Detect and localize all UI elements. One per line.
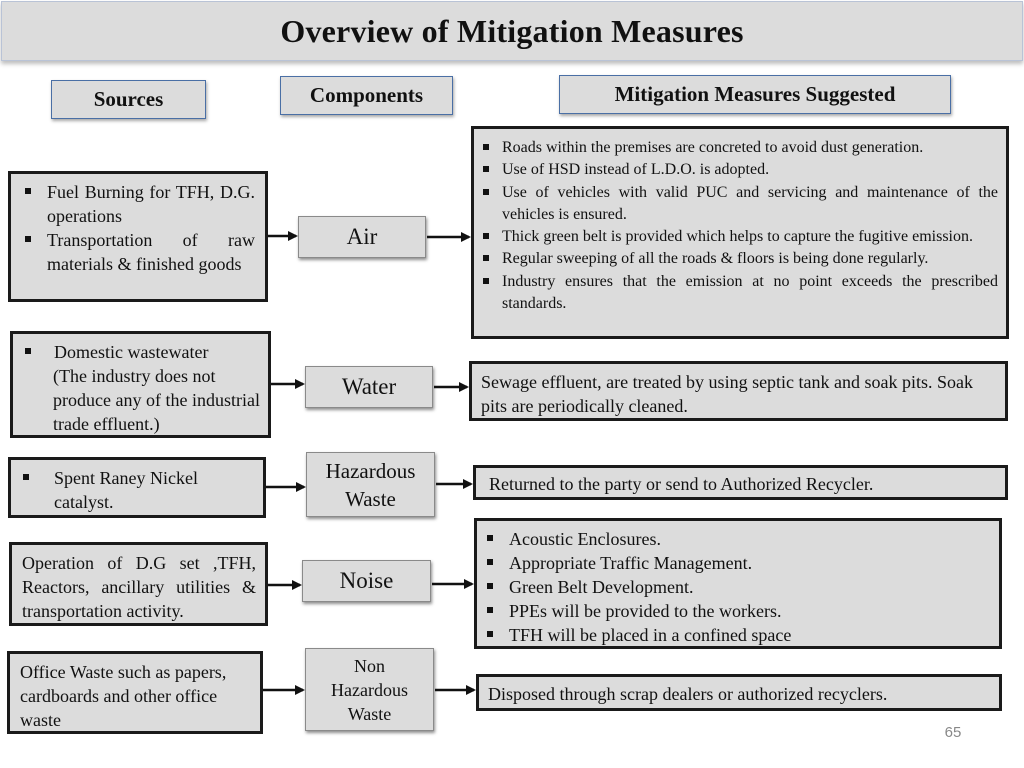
mitigation-item: Use of HSD instead of L.D.O. is adopted. <box>476 159 998 181</box>
header-sources-label: Sources <box>93 87 164 111</box>
component-noise-label: Noise <box>339 568 394 593</box>
mitigation-item: Green Belt Development. <box>481 575 991 599</box>
mitigation-text-hazardous: Returned to the party or send to Authorized Recycler. <box>489 474 874 494</box>
source-text-nonhazardous: Office Waste such as papers, cardboards and other office waste <box>20 662 227 730</box>
component-nonhazardous-line: Waste <box>347 703 392 724</box>
component-air-label: Air <box>346 224 378 249</box>
source-item: Domestic wastewater <box>19 340 260 364</box>
source-item: Fuel Burning for TFH, D.G. operations <box>19 180 255 228</box>
header-mitigation-label: Mitigation Measures Suggested <box>614 82 896 106</box>
mitigation-item: Appropriate Traffic Management. <box>481 551 991 575</box>
mitigation-item: Regular sweeping of all the roads & floors is being done regularly. <box>476 248 998 270</box>
mitigation-item: Use of vehicles with valid PUC and servicing and maintenance of the vehicles is ensured. <box>476 182 998 227</box>
mitigation-text-nonhazardous: Disposed through scrap dealers or authorized recyclers. <box>488 684 888 704</box>
component-hazardous-line: Hazardous <box>325 458 416 483</box>
source-item: Transportation of raw materials & finished goods <box>19 228 255 276</box>
component-nonhazardous-line: Non <box>354 655 385 676</box>
mitigation-item: Roads within the premises are concreted to avoid dust generation. <box>476 137 998 159</box>
component-water-label: Water <box>341 374 397 399</box>
source-text-noise: Operation of D.G set ,TFH, Reactors, ancillary utilities & transportation activity. <box>22 553 256 621</box>
component-hazardous-line: Waste <box>345 486 396 511</box>
source-note-water: (The industry does not produce any of the industrial trade effluent.) <box>53 366 260 434</box>
mitigation-text-water: Sewage effluent, are treated by using septic tank and soak pits. Soak pits are periodically cleaned. <box>481 372 974 416</box>
page-title: Overview of Mitigation Measures <box>280 12 744 49</box>
mitigation-item: Thick green belt is provided which helps to capture the fugitive emission. <box>476 226 998 248</box>
page-number: 65 <box>944 724 962 741</box>
mitigation-item: Industry ensures that the emission at no point exceeds the prescribed standards. <box>476 271 998 316</box>
mitigation-item: Acoustic Enclosures. <box>481 527 991 551</box>
mitigation-item: PPEs will be provided to the workers. <box>481 599 991 623</box>
header-components-label: Components <box>309 83 424 107</box>
mitigation-item: TFH will be placed in a confined space <box>481 623 991 647</box>
source-item: Spent Raney Nickel catalyst. <box>17 466 255 514</box>
component-nonhazardous-line: Hazardous <box>331 679 408 700</box>
